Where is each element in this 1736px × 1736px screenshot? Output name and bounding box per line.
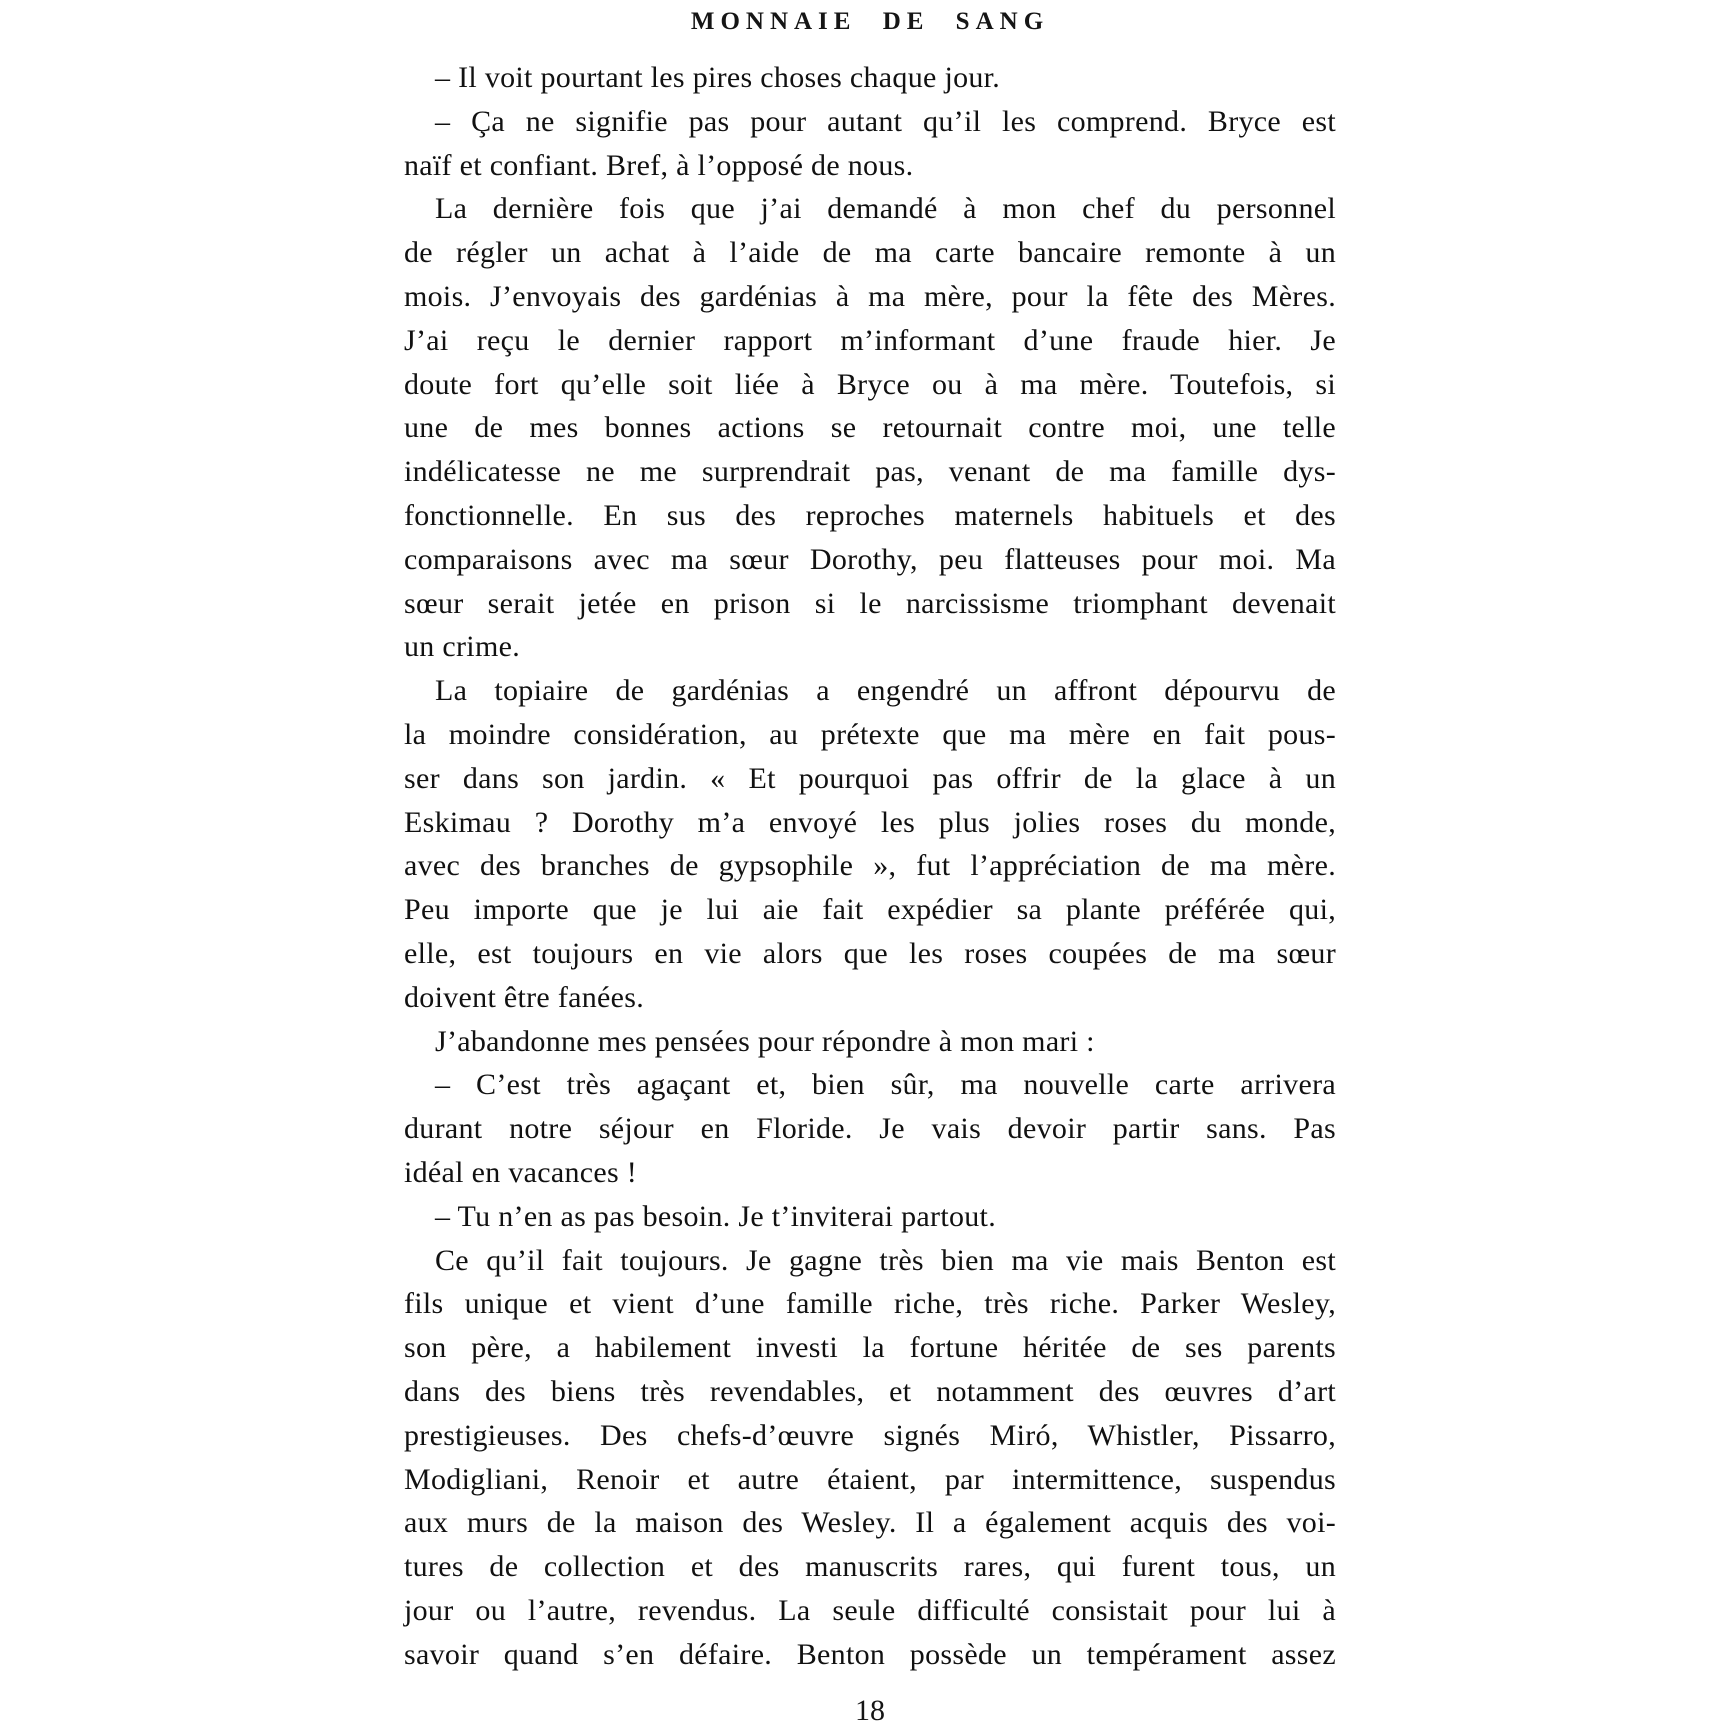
text-line: aux murs de la maison des Wesley. Il a également acquis des voi- bbox=[404, 1506, 1336, 1540]
text-line: doute fort qu’elle soit liée à Bryce ou à ma mère. Toutefois, si bbox=[404, 367, 1336, 401]
text-line: – Tu n’en as pas besoin. Je t’inviterai partout. bbox=[435, 1199, 996, 1233]
text-line: elle, est toujours en vie alors que les roses coupées de ma sœur bbox=[404, 936, 1336, 970]
text-line: Modigliani, Renoir et autre étaient, par intermittence, suspendus bbox=[404, 1462, 1336, 1496]
text-line: Ce qu’il fait toujours. Je gagne très bien ma vie mais Benton est bbox=[435, 1243, 1336, 1277]
text-line: fonctionnelle. En sus des reproches maternels habituels et des bbox=[404, 498, 1336, 532]
text-line: – Il voit pourtant les pires choses chaque jour. bbox=[435, 61, 1001, 94]
text-line: – C’est très agaçant et, bien sûr, ma nouvelle carte arrivera bbox=[435, 1068, 1336, 1102]
text-line: jour ou l’autre, revendus. La seule difficulté consistait pour lui à bbox=[404, 1593, 1336, 1627]
text-line: la moindre considération, au prétexte que ma mère en fait pous- bbox=[404, 717, 1336, 751]
text-line: prestigieuses. Des chefs-d’œuvre signés Miró, Whistler, Pissarro, bbox=[404, 1418, 1336, 1452]
text-line: savoir quand s’en défaire. Benton possède un tempérament assez bbox=[404, 1637, 1336, 1671]
text-line: sœur serait jetée en prison si le narcissisme triomphant devenait bbox=[404, 586, 1336, 620]
text-line: une de mes bonnes actions se retournait contre moi, une telle bbox=[404, 411, 1336, 445]
page-text bbox=[404, 56, 1336, 1676]
text-line: indélicatesse ne me surprendrait pas, venant de ma famille dys- bbox=[404, 455, 1336, 489]
text-line: ser dans son jardin. « Et pourquoi pas offrir de la glace à un bbox=[404, 761, 1336, 795]
text-line: La topiaire de gardénias a engendré un affront dépourvu de bbox=[435, 674, 1336, 708]
text-line: dans des biens très revendables, et notamment des œuvres d’art bbox=[404, 1374, 1336, 1408]
text-line: J’abandonne mes pensées pour répondre à mon mari : bbox=[435, 1024, 1095, 1058]
text-line: durant notre séjour en Floride. Je vais devoir partir sans. Pas bbox=[404, 1112, 1336, 1146]
text-line: Eskimau ? Dorothy m’a envoyé les plus jolies roses du monde, bbox=[404, 805, 1336, 839]
running-title: MONNAIE DE SANG bbox=[690, 8, 1050, 35]
text-line: Peu importe que je lui aie fait expédier sa plante préférée qui, bbox=[404, 893, 1336, 927]
text-line: – Ça ne signifie pas pour autant qu’il les comprend. Bryce est bbox=[435, 104, 1336, 138]
text-line: J’ai reçu le dernier rapport m’informant d’une fraude hier. Je bbox=[404, 323, 1336, 357]
text-line: naïf et confiant. Bref, à l’opposé de nous. bbox=[404, 148, 914, 182]
text-line: mois. J’envoyais des gardénias à ma mère, pour la fête des Mères. bbox=[404, 279, 1336, 313]
text-line: comparaisons avec ma sœur Dorothy, peu flatteuses pour moi. Ma bbox=[404, 542, 1336, 576]
text-line: de régler un achat à l’aide de ma carte bancaire remonte à un bbox=[404, 236, 1336, 270]
text-line: son père, a habilement investi la fortune héritée de ses parents bbox=[404, 1331, 1336, 1365]
text-line: idéal en vacances ! bbox=[404, 1155, 638, 1189]
page-number: 18 bbox=[855, 1694, 885, 1727]
text-line: tures de collection et des manuscrits rares, qui furent tous, un bbox=[404, 1550, 1336, 1584]
text-line: doivent être fanées. bbox=[404, 980, 645, 1014]
text-line: avec des branches de gypsophile », fut l’appréciation de ma mère. bbox=[404, 849, 1336, 883]
text-line: La dernière fois que j’ai demandé à mon chef du personnel bbox=[435, 192, 1336, 226]
text-line: un crime. bbox=[404, 630, 520, 664]
text-line: fils unique et vient d’une famille riche, très riche. Parker Wesley, bbox=[404, 1287, 1336, 1321]
